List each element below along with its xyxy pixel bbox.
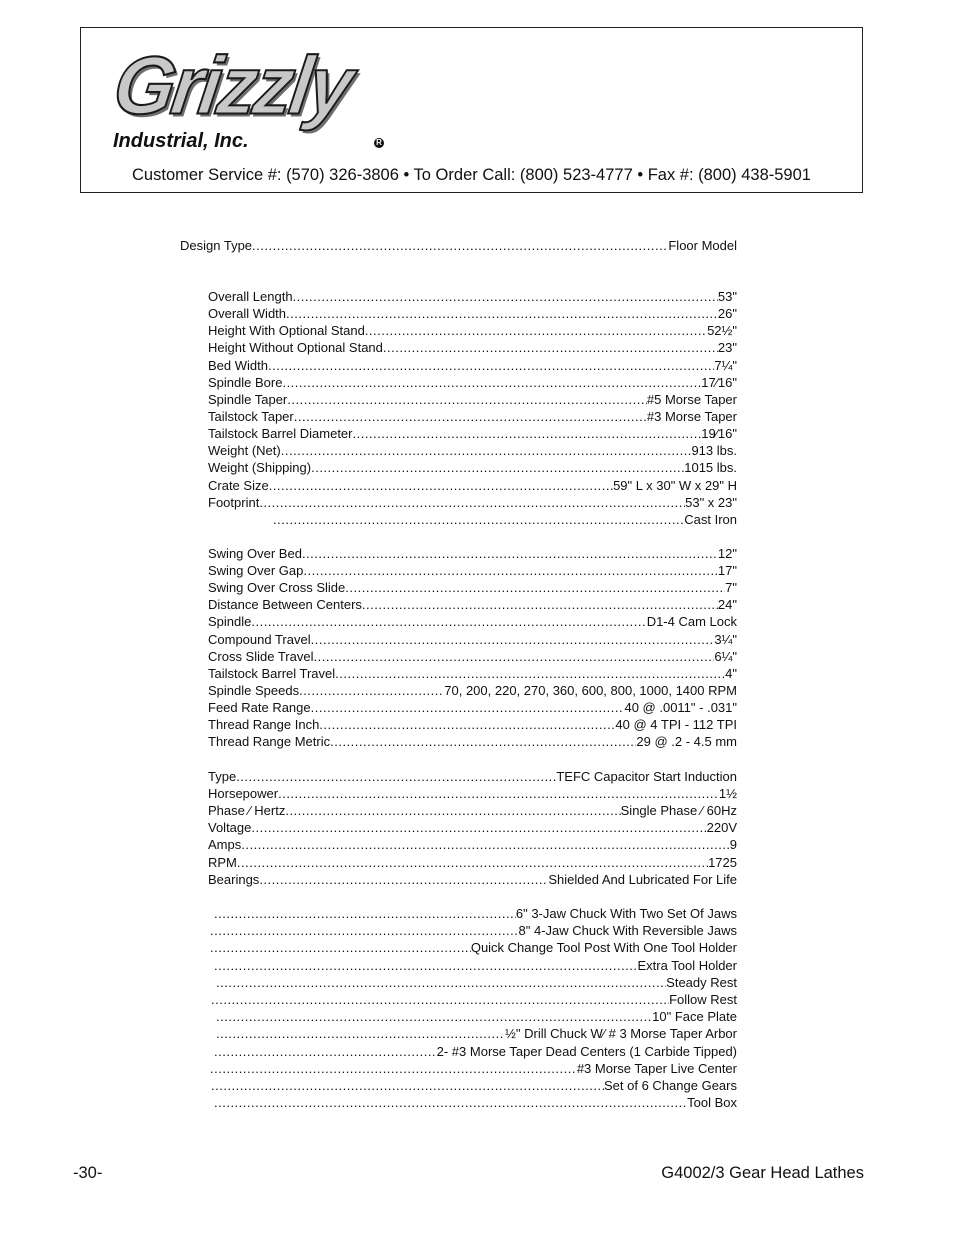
spec-value: 53" bbox=[717, 289, 737, 304]
dot-leader bbox=[313, 649, 714, 665]
spec-label: Phase ⁄ Hertz bbox=[208, 803, 286, 819]
spec-row-capacity bbox=[208, 546, 737, 562]
spec-row-motor bbox=[208, 803, 737, 819]
header-box bbox=[80, 27, 863, 193]
spec-label: Weight (Net) bbox=[208, 443, 281, 458]
dot-leader bbox=[252, 238, 668, 254]
dot-leader bbox=[268, 358, 714, 374]
dot-leader bbox=[319, 717, 615, 733]
dot-leader bbox=[273, 512, 684, 528]
spec-label: Tailstock Taper bbox=[208, 409, 294, 424]
spec-value: 8" 4-Jaw Chuck With Reversible Jaws bbox=[518, 923, 737, 939]
spec-value: Floor Model bbox=[668, 238, 737, 253]
dot-leader bbox=[294, 409, 647, 425]
dot-leader bbox=[211, 1078, 604, 1094]
accessory-item bbox=[214, 906, 737, 922]
spec-value: #5 Morse Taper bbox=[646, 392, 737, 407]
spec-value: Shielded And Lubricated For Life bbox=[548, 871, 737, 887]
spec-value: Cast Iron bbox=[684, 512, 737, 527]
spec-value: 40 @ 4 TPI - 112 TPI bbox=[615, 717, 737, 732]
spec-label: Feed Rate Range bbox=[208, 699, 311, 715]
spec-row-dimension bbox=[208, 443, 737, 459]
spec-label: Spindle Bore bbox=[208, 375, 283, 390]
dot-leader bbox=[383, 340, 718, 356]
dot-leader bbox=[285, 803, 620, 819]
spec-row-capacity bbox=[208, 734, 737, 750]
spec-value: #3 Morse Taper bbox=[646, 409, 737, 424]
spec-value: Extra Tool Holder bbox=[637, 957, 737, 973]
spec-value: TEFC Capacitor Start Induction bbox=[556, 769, 737, 784]
dot-leader bbox=[216, 975, 666, 991]
spec-value: ½" Drill Chuck W⁄ # 3 Morse Taper Arbor bbox=[505, 1026, 737, 1042]
accessory-item bbox=[214, 1044, 737, 1060]
dot-leader bbox=[335, 666, 725, 682]
dot-leader bbox=[216, 1009, 652, 1025]
spec-label: Cross Slide Travel bbox=[208, 648, 314, 664]
dot-leader bbox=[278, 786, 719, 802]
spec-label: Compound Travel bbox=[208, 631, 311, 647]
spec-value: 40 @ .0011" - .031" bbox=[624, 699, 737, 715]
spec-label: Voltage bbox=[208, 820, 252, 836]
logo-wordmark: Grizzly bbox=[108, 38, 357, 132]
spec-row-motor bbox=[208, 837, 737, 853]
accessory-item bbox=[211, 992, 737, 1008]
dot-leader bbox=[362, 597, 718, 613]
spec-value: D1-4 Cam Lock bbox=[646, 614, 737, 630]
dot-leader bbox=[211, 992, 669, 1008]
spec-row-capacity bbox=[208, 700, 737, 716]
dot-leader bbox=[311, 700, 625, 716]
dot-leader bbox=[214, 1044, 437, 1060]
spec-row-motor bbox=[208, 786, 737, 802]
spec-row-capacity bbox=[208, 580, 737, 596]
accessory-item bbox=[216, 1009, 737, 1025]
spec-value: 220V bbox=[706, 820, 737, 836]
dot-leader bbox=[303, 563, 718, 579]
accessory-item bbox=[210, 923, 737, 939]
spec-row-motor bbox=[208, 820, 737, 836]
spec-row-dimension bbox=[208, 340, 737, 356]
dot-leader bbox=[311, 460, 684, 476]
spec-label: Spindle Speeds bbox=[208, 682, 300, 698]
dot-leader bbox=[299, 683, 444, 699]
spec-value: 29 @ .2 - 4.5 mm bbox=[636, 734, 737, 750]
spec-label: Overall Length bbox=[208, 289, 293, 304]
spec-value: 26" bbox=[717, 306, 737, 321]
accessory-item bbox=[211, 1078, 737, 1094]
dot-leader bbox=[286, 306, 718, 322]
spec-row-capacity bbox=[208, 632, 737, 648]
accessory-item bbox=[216, 975, 737, 991]
spec-row-dimension bbox=[208, 409, 737, 425]
spec-label: Horsepower bbox=[208, 786, 279, 802]
spec-row-capacity bbox=[208, 649, 737, 665]
contact-line: Customer Service #: (570) 326-3806 • To Order Call: (800) 523-4777 • Fax #: (800) 438-5901 bbox=[132, 166, 811, 184]
dot-leader bbox=[214, 906, 516, 922]
spec-value: 3¼" bbox=[714, 631, 737, 647]
spec-label: Thread Range Metric bbox=[208, 734, 331, 750]
spec-value: Quick Change Tool Post With One Tool Holder bbox=[470, 940, 737, 956]
dot-leader bbox=[287, 392, 647, 408]
spec-label: Design Type bbox=[180, 238, 253, 253]
spec-row-capacity bbox=[208, 683, 737, 699]
dot-leader bbox=[259, 495, 685, 511]
spec-value: 19⁄16" bbox=[701, 426, 737, 441]
spec-value: 6" 3-Jaw Chuck With Two Set Of Jaws bbox=[515, 906, 737, 921]
dot-leader bbox=[302, 546, 718, 562]
dot-leader bbox=[259, 872, 548, 888]
grizzly-logo bbox=[108, 38, 401, 152]
logo-subtitle: Industrial, Inc. bbox=[113, 130, 249, 152]
spec-value: 4" bbox=[725, 665, 737, 681]
spec-label: Height With Optional Stand bbox=[208, 323, 365, 338]
spec-row-motor bbox=[208, 872, 737, 888]
accessory-item bbox=[216, 1026, 737, 1042]
dot-leader bbox=[237, 855, 708, 871]
spec-value: Tool Box bbox=[687, 1095, 737, 1111]
spec-row-dimension bbox=[208, 375, 737, 391]
spec-value: Single Phase ⁄ 60Hz bbox=[620, 803, 737, 819]
spec-label: Crate Size bbox=[208, 478, 269, 493]
spec-row-dimension bbox=[208, 392, 737, 408]
spec-value: 59" L x 30" W x 29" H bbox=[613, 478, 737, 493]
page-number: -30- bbox=[73, 1164, 103, 1182]
spec-row-motor bbox=[208, 855, 737, 871]
dot-leader bbox=[241, 837, 730, 853]
spec-label: Thread Range Inch bbox=[208, 717, 320, 732]
spec-value: 10" Face Plate bbox=[652, 1009, 737, 1025]
spec-value: 70, 200, 220, 270, 360, 600, 800, 1000, 1400 RPM bbox=[444, 682, 737, 698]
spec-value: Follow Rest bbox=[669, 992, 737, 1007]
dot-leader bbox=[251, 614, 646, 630]
dot-leader bbox=[210, 940, 471, 956]
spec-label: RPM bbox=[208, 854, 237, 870]
spec-row-dimension bbox=[208, 495, 737, 511]
spec-label: Spindle bbox=[208, 614, 252, 630]
spec-row-dimension bbox=[208, 289, 737, 305]
dot-leader bbox=[330, 734, 636, 750]
spec-row-dimension bbox=[208, 323, 737, 339]
spec-label: Bed Width bbox=[208, 358, 268, 373]
spec-label: Spindle Taper bbox=[208, 392, 288, 407]
spec-row-design-type bbox=[180, 238, 737, 254]
accessory-item bbox=[210, 1061, 737, 1077]
spec-value: 17" bbox=[717, 563, 737, 579]
dot-leader bbox=[269, 478, 613, 494]
spec-row-dimension bbox=[208, 478, 737, 494]
dot-leader bbox=[293, 289, 718, 305]
dot-leader bbox=[210, 1061, 577, 1077]
spec-row-capacity bbox=[208, 717, 737, 733]
spec-value: 12" bbox=[717, 546, 737, 561]
dot-leader bbox=[282, 375, 701, 391]
dot-leader bbox=[311, 632, 715, 648]
spec-label: Swing Over Bed bbox=[208, 546, 302, 561]
dot-leader bbox=[216, 1026, 505, 1042]
spec-row-dimension bbox=[273, 512, 737, 528]
spec-value: 17⁄16" bbox=[701, 375, 737, 390]
dot-leader bbox=[345, 580, 725, 596]
spec-value: 6¼" bbox=[714, 648, 737, 664]
accessory-item bbox=[214, 1095, 737, 1111]
spec-label: Amps bbox=[208, 837, 242, 853]
spec-label: Swing Over Gap bbox=[208, 563, 304, 579]
spec-label: Type bbox=[208, 769, 237, 784]
spec-value: Set of 6 Change Gears bbox=[604, 1078, 737, 1093]
spec-value: 9 bbox=[729, 837, 737, 853]
spec-label: Height Without Optional Stand bbox=[208, 340, 383, 355]
spec-label: Tailstock Barrel Diameter bbox=[208, 426, 353, 441]
spec-value: 23" bbox=[717, 340, 737, 355]
spec-value: 7" bbox=[725, 580, 737, 596]
spec-row-motor bbox=[208, 769, 737, 785]
spec-label: Bearings bbox=[208, 871, 260, 887]
spec-value: Steady Rest bbox=[666, 974, 737, 990]
spec-label: Weight (Shipping) bbox=[208, 460, 312, 475]
spec-value: #3 Morse Taper Live Center bbox=[576, 1060, 737, 1076]
spec-row-capacity bbox=[208, 563, 737, 579]
spec-value: 24" bbox=[717, 597, 737, 613]
dot-leader bbox=[353, 426, 702, 442]
spec-value: 1½ bbox=[718, 786, 737, 802]
dot-leader bbox=[365, 323, 707, 339]
spec-row-capacity bbox=[208, 666, 737, 682]
spec-label: Overall Width bbox=[208, 306, 287, 321]
spec-value: 53" x 23" bbox=[685, 495, 737, 510]
spec-value: 2- #3 Morse Taper Dead Centers (1 Carbide Tipped) bbox=[436, 1043, 737, 1059]
spec-row-capacity bbox=[208, 597, 737, 613]
spec-label: Footprint bbox=[208, 495, 260, 510]
spec-label: Tailstock Barrel Travel bbox=[208, 665, 336, 681]
spec-value: 913 lbs. bbox=[691, 443, 737, 458]
manual-title: G4002/3 Gear Head Lathes bbox=[661, 1164, 864, 1182]
dot-leader bbox=[251, 820, 706, 836]
spec-row-dimension bbox=[208, 358, 737, 374]
registered-mark-icon: R bbox=[374, 138, 384, 148]
spec-value: 1015 lbs. bbox=[684, 460, 737, 475]
accessory-item bbox=[214, 958, 737, 974]
dot-leader bbox=[281, 443, 692, 459]
dot-leader bbox=[214, 958, 638, 974]
dot-leader bbox=[214, 1095, 687, 1111]
spec-value: 7¼" bbox=[714, 358, 737, 373]
spec-label: Distance Between Centers bbox=[208, 597, 362, 613]
spec-value: 52½" bbox=[707, 323, 737, 338]
spec-row-dimension bbox=[208, 306, 737, 322]
spec-row-capacity bbox=[208, 614, 737, 630]
dot-leader bbox=[236, 769, 556, 785]
spec-label: Swing Over Cross Slide bbox=[208, 580, 346, 596]
spec-row-dimension bbox=[208, 426, 737, 442]
accessory-item bbox=[210, 940, 737, 956]
spec-row-dimension bbox=[208, 460, 737, 476]
spec-value: 1725 bbox=[708, 854, 737, 870]
dot-leader bbox=[210, 923, 519, 939]
